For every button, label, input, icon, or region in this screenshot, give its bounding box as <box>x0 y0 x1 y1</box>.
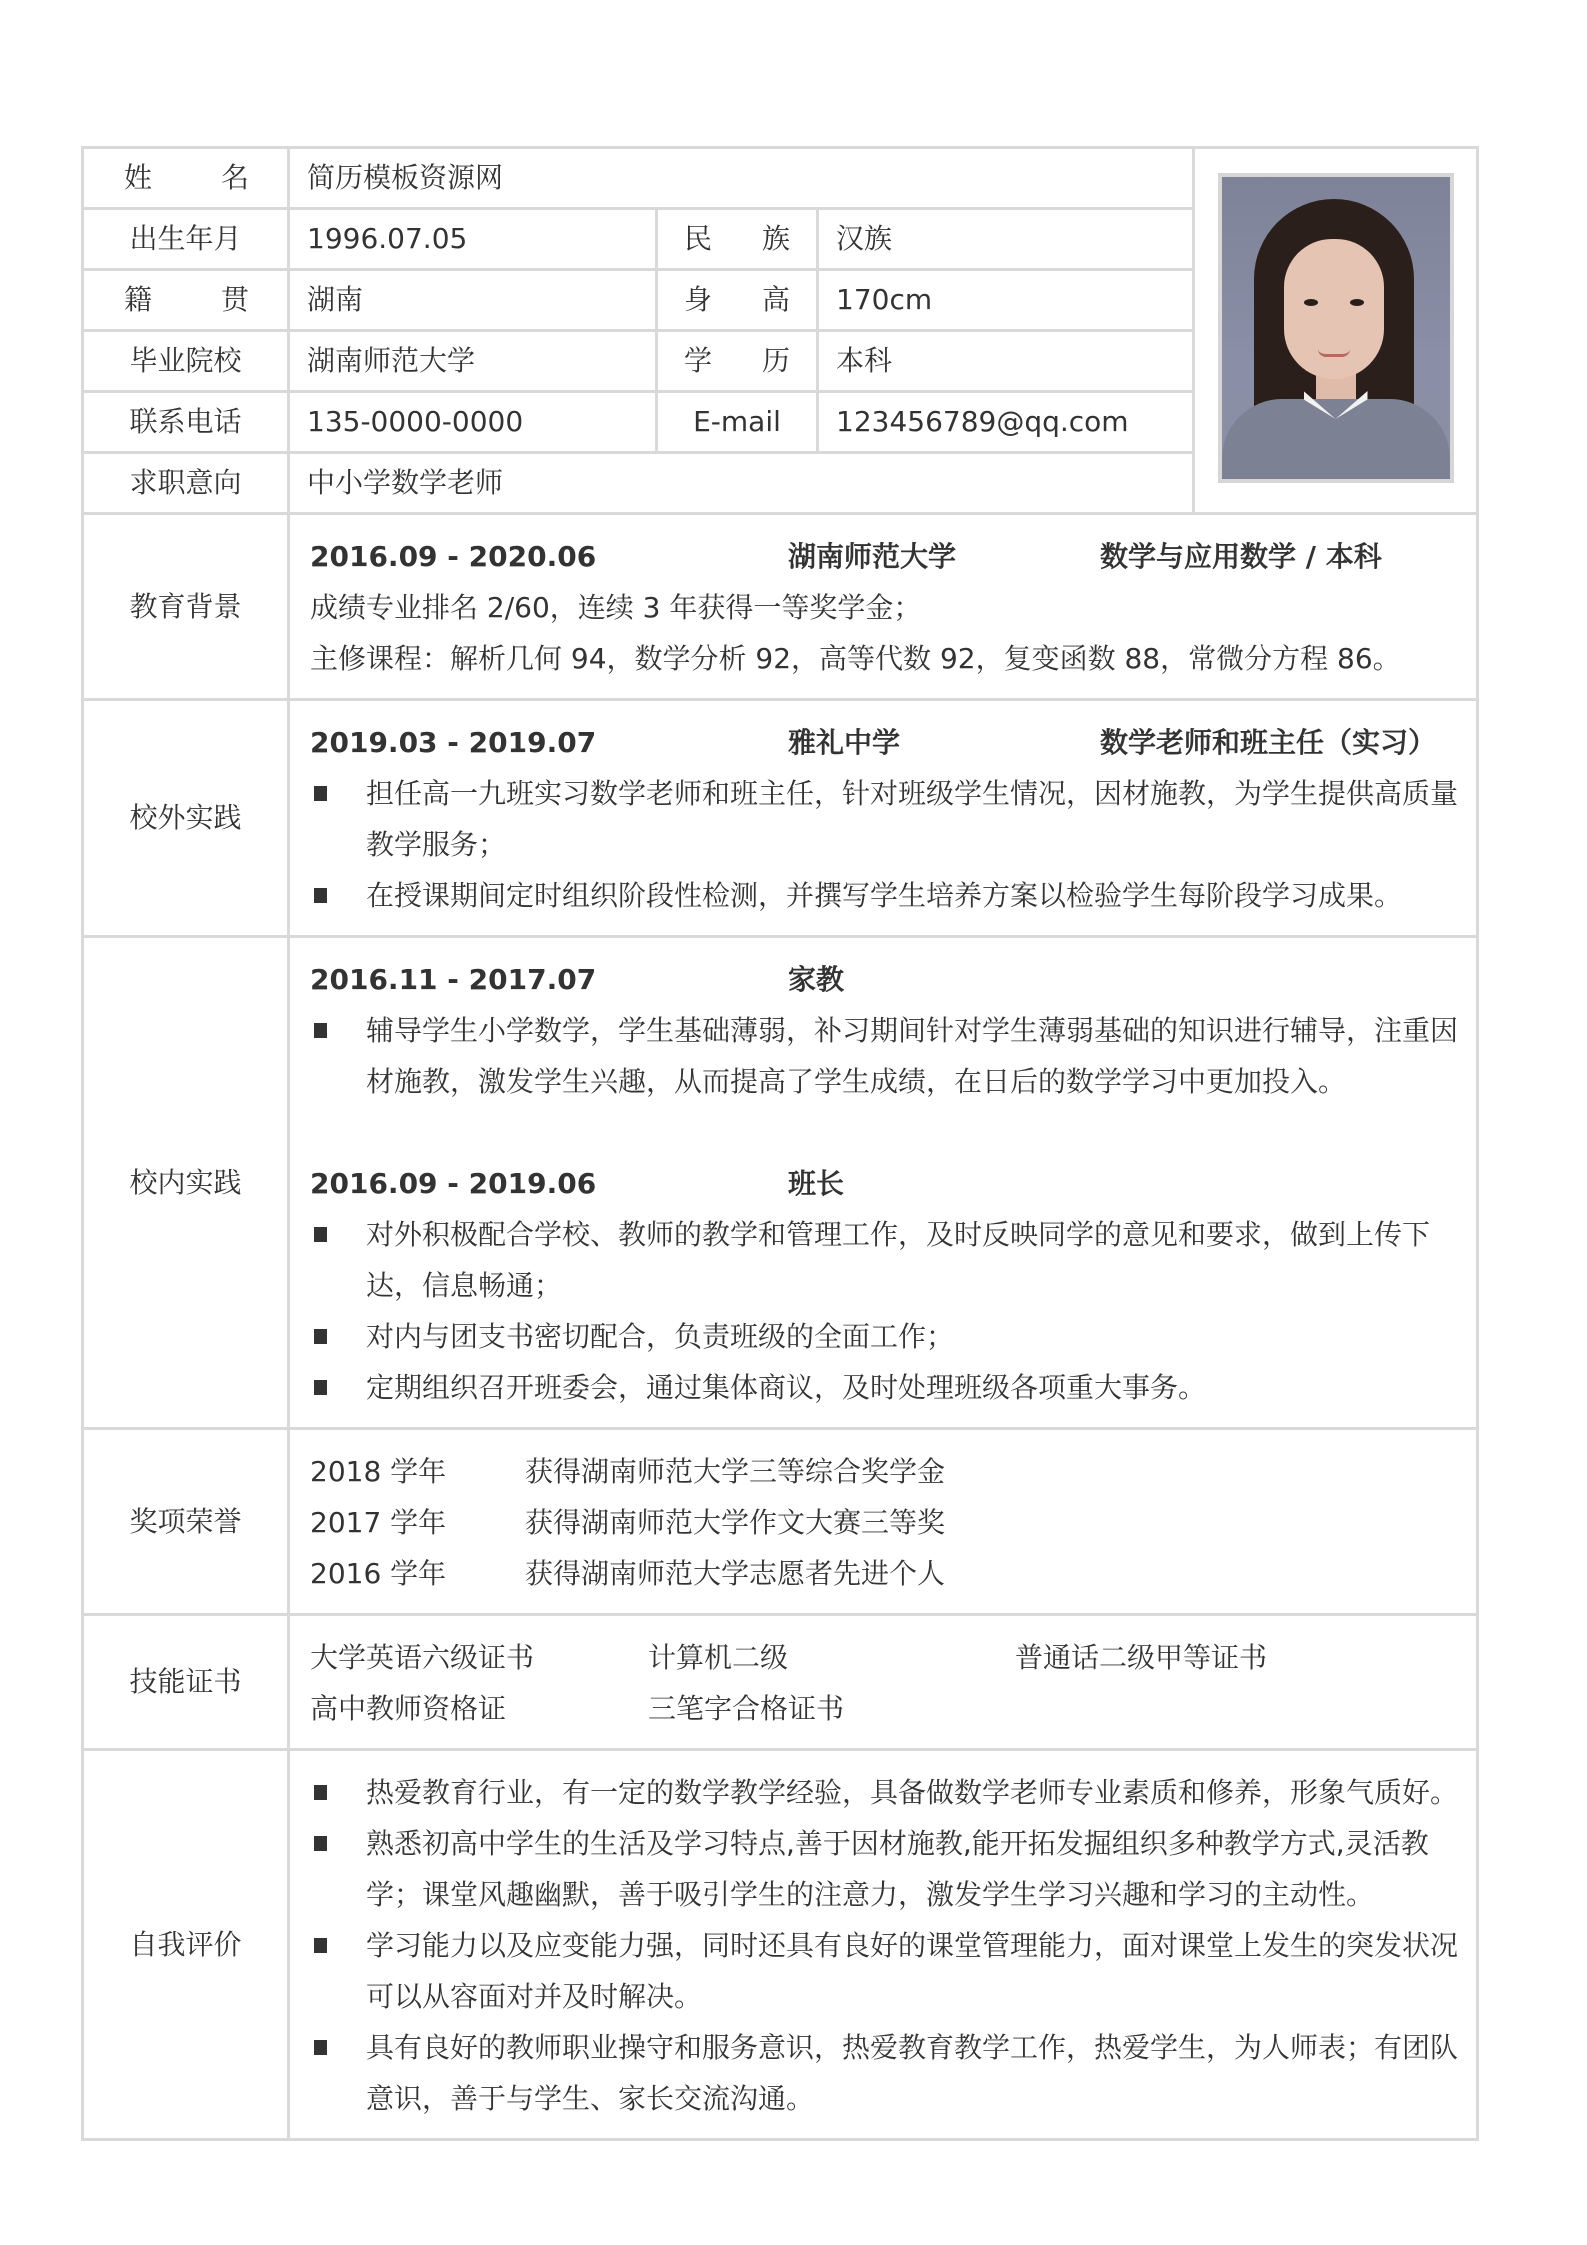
award-text: 获得湖南师范大学志愿者先进个人 <box>525 1557 946 1590</box>
resume-table <box>81 146 1479 2141</box>
degree-value: 本科 <box>818 331 1194 392</box>
email-value: 123456789@qq.com <box>818 392 1194 453</box>
degree-label: 学历 <box>657 331 818 392</box>
award-text: 获得湖南师范大学作文大赛三等奖 <box>525 1506 946 1539</box>
phone-value: 135-0000-0000 <box>289 392 657 453</box>
education-major: 数学与应用数学 / 本科 <box>1100 540 1382 573</box>
school-value: 湖南师范大学 <box>289 331 657 392</box>
email-label: E-mail <box>657 392 818 453</box>
section-skills <box>83 1615 1478 1750</box>
bullet-item: 定期组织召开班委会，通过集体商议，及时处理班级各项重大事务。 <box>310 1362 1476 1413</box>
hometown-value: 湖南 <box>289 270 657 331</box>
external-role: 数学老师和班主任（实习） <box>1100 726 1437 759</box>
name-value: 简历模板资源网 <box>289 148 1194 209</box>
internal-role: 家教 <box>788 963 845 996</box>
award-item <box>310 1446 1476 1497</box>
objective-value: 中小学数学老师 <box>289 453 1194 514</box>
external-period: 2019.03 - 2019.07 <box>310 726 597 759</box>
skill-item: 大学英语六级证书 <box>310 1641 535 1674</box>
awards-label: 奖项荣誉 <box>83 1429 289 1615</box>
skills-row <box>310 1683 1476 1734</box>
skills-label: 技能证书 <box>83 1615 289 1750</box>
bullet-item: 具有良好的教师职业操守和服务意识，热爱教育教学工作，热爱学生，为人师表；有团队意识，善于与学生、家长交流沟通。 <box>310 2022 1476 2124</box>
education-line: 成绩专业排名 2/60，连续 3 年获得一等奖学金； <box>310 591 922 624</box>
bullet-item: 对外积极配合学校、教师的教学和管理工作，及时反映同学的意见和要求，做到上传下达，信息畅通； <box>310 1209 1476 1311</box>
award-year: 2016 学年 <box>310 1557 447 1590</box>
education-period: 2016.09 - 2020.06 <box>310 540 597 573</box>
section-self-evaluation <box>83 1750 1478 2140</box>
external-org: 雅礼中学 <box>788 726 901 759</box>
face-shape <box>1284 239 1384 379</box>
external-practice-label: 校外实践 <box>83 700 289 937</box>
phone-label: 联系电话 <box>83 392 289 453</box>
skill-item: 三笔字合格证书 <box>648 1692 845 1725</box>
skill-item: 普通话二级甲等证书 <box>1015 1641 1268 1674</box>
bullet-item: 对内与团支书密切配合，负责班级的全面工作； <box>310 1311 1476 1362</box>
external-practice-header <box>310 717 1476 768</box>
skill-item: 计算机二级 <box>648 1641 789 1674</box>
internal-period: 2016.09 - 2019.06 <box>310 1167 597 1200</box>
internal-entry-header <box>310 954 1476 1005</box>
internal-entry-header <box>310 1158 1476 1209</box>
internal-period: 2016.11 - 2017.07 <box>310 963 597 996</box>
portrait-photo <box>1218 173 1454 483</box>
skills-row <box>310 1632 1476 1683</box>
birth-value: 1996.07.05 <box>289 209 657 270</box>
school-label: 毕业院校 <box>83 331 289 392</box>
award-year: 2017 学年 <box>310 1506 447 1539</box>
section-education <box>83 514 1478 700</box>
bullet-item: 辅导学生小学数学，学生基础薄弱，补习期间针对学生薄弱基础的知识进行辅导，注重因材施教，激发学生兴趣，从而提高了学生成绩，在日后的数学学习中更加投入。 <box>310 1005 1476 1107</box>
ethnicity-label: 民族 <box>657 209 818 270</box>
hometown-label: 籍贯 <box>83 270 289 331</box>
section-external-practice <box>83 700 1478 937</box>
bullet-item: 担任高一九班实习数学老师和班主任，针对班级学生情况，因材施教，为学生提供高质量教学服务； <box>310 768 1476 870</box>
ethnicity-value: 汉族 <box>818 209 1194 270</box>
bullet-item: 学习能力以及应变能力强，同时还具有良好的课堂管理能力，面对课堂上发生的突发状况可以从容面对并及时解决。 <box>310 1920 1476 2022</box>
education-header <box>310 531 1476 582</box>
objective-label: 求职意向 <box>83 453 289 514</box>
section-internal-practice <box>83 937 1478 1429</box>
photo-cell <box>1194 148 1478 514</box>
award-year: 2018 学年 <box>310 1455 447 1488</box>
section-awards <box>83 1429 1478 1615</box>
education-label: 教育背景 <box>83 514 289 700</box>
self-evaluation-label: 自我评价 <box>83 1750 289 2140</box>
education-line: 主修课程：解析几何 94，数学分析 92，高等代数 92，复变函数 88，常微分方程 86。 <box>310 642 1401 675</box>
height-label: 身高 <box>657 270 818 331</box>
bullet-item: 熟悉初高中学生的生活及学习特点,善于因材施教,能开拓发掘组织多种教学方式,灵活教学；课堂风趣幽默，善于吸引学生的注意力，激发学生学习兴趣和学习的主动性。 <box>310 1818 1476 1920</box>
bullet-item: 在授课期间定时组织阶段性检测，并撰写学生培养方案以检验学生每阶段学习成果。 <box>310 870 1476 921</box>
height-value: 170cm <box>818 270 1194 331</box>
row-name <box>83 148 1478 209</box>
award-item <box>310 1497 1476 1548</box>
bullet-item: 热爱教育行业，有一定的数学教学经验，具备做数学老师专业素质和修养，形象气质好。 <box>310 1767 1476 1818</box>
internal-practice-label: 校内实践 <box>83 937 289 1429</box>
skill-item: 高中教师资格证 <box>310 1692 507 1725</box>
birth-label: 出生年月 <box>83 209 289 270</box>
education-school: 湖南师范大学 <box>788 540 957 573</box>
award-item <box>310 1548 1476 1599</box>
internal-role: 班长 <box>788 1167 845 1200</box>
award-text: 获得湖南师范大学三等综合奖学金 <box>525 1455 946 1488</box>
name-label: 姓名 <box>83 148 289 209</box>
sweater-shape <box>1222 399 1450 479</box>
